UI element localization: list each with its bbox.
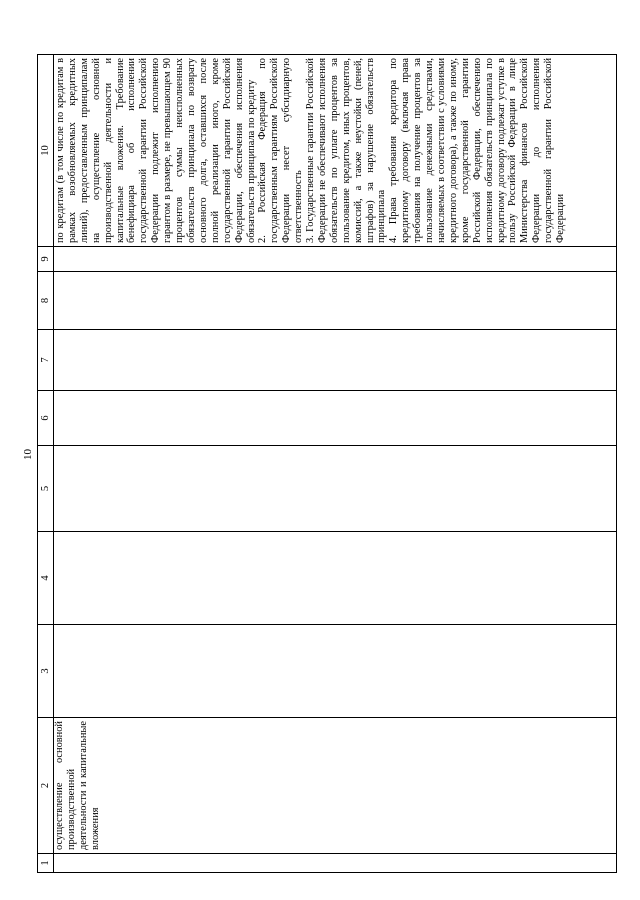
column-number-6: 6 [38, 391, 54, 446]
column-number-7: 7 [38, 330, 54, 391]
cell-col-3 [54, 625, 617, 718]
column-number-1: 1 [38, 854, 54, 873]
condition-paragraph-2: 2. Российская Федерация по государственным гарантиям Российской Федерации несет субсидиарную ответственность [257, 58, 305, 243]
cell-col-9 [54, 247, 617, 272]
column-number-9: 9 [38, 247, 54, 272]
condition-paragraph-1: по кредитам (в том числе по кредитам в рамках возобновляемых кредитных линий), предоставленным принципалам на осуществление основной производственной деятельности и капитальные вложения. Требование бенефициара об исполнении государственной гарантии Российской Федерации подлежит исполнению гарантом в размере, не превышающем 90 процентов суммы неисполненных обязательств принципала по возврату основного долга, оставшихся после полной реализации иного, кроме государственной гарантии Российской Федерации, обеспечения исполнения обязательств принципала по кредиту [55, 58, 257, 243]
page-number: 10 [22, 449, 34, 460]
column-number-3: 3 [38, 625, 54, 718]
cell-col-8 [54, 272, 617, 330]
condition-paragraph-3: 3. Государственные гарантии Российской Федерации не обеспечивают исполнения обязательств по уплате процентов за пользование кредитом, иных процентов, комиссий, а также неустойки (пеней, штрафов) за нарушение обязательств принципала [305, 58, 388, 243]
cell-col-5 [54, 446, 617, 532]
column-number-2: 2 [38, 718, 54, 854]
cell-purpose: осуществление основной производственной деятельности и капитальные вложения [54, 718, 617, 854]
cell-col-4 [54, 532, 617, 625]
cell-col-7 [54, 330, 617, 391]
cell-conditions [54, 55, 617, 247]
column-number-10: 10 [38, 55, 54, 247]
table-row [54, 55, 617, 873]
column-number-5: 5 [38, 446, 54, 532]
cell-col-1 [54, 854, 617, 873]
guarantee-table [37, 54, 617, 873]
condition-paragraph-4: 4. Права требования кредитора по кредитному договору (включая права требования на получение процентов за пользование денежными средствами, начисляемых в соответствии с условиями кредитного договора), а также по иному, кроме государственной гарантии Российской Федерации, обеспечению исполнения обязательств принципала по кредитному договору подлежат уступке в пользу Российской Федерации в лице Министерства финансов Российской Федерации до исполнения государственной гарантии Российской Федерации [388, 58, 567, 243]
column-number-row [38, 55, 54, 873]
column-number-4: 4 [38, 532, 54, 625]
cell-col-6 [54, 391, 617, 446]
column-number-8: 8 [38, 272, 54, 330]
